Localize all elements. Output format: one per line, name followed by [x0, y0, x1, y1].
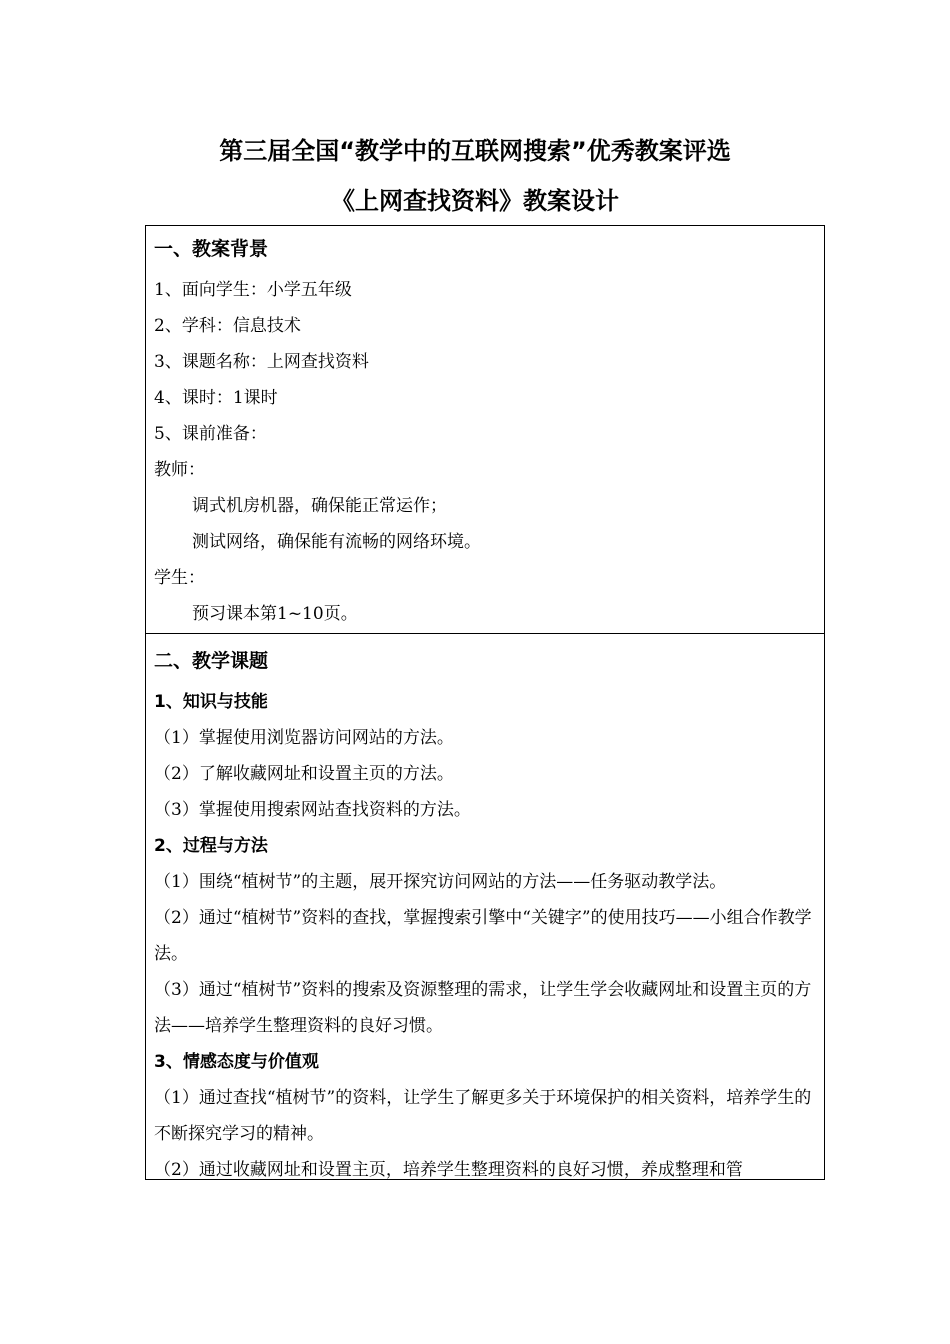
process-item: （3）通过“植树节”资料的搜索及资源整理的需求，让学生学会收藏网址和设置主页的方法——培养学生整理资料的良好习惯。 [154, 980, 812, 1036]
info-topic: 3、课题名称：上网查找资料 [154, 352, 369, 372]
attitude-item: （1）通过查找“植树节”的资料，让学生了解更多关于环境保护的相关资料，培养学生的不断探究学习的精神。 [154, 1088, 812, 1144]
student-task-1: 预习课本第1~10页。 [192, 604, 358, 624]
subheading-process-method: 2、过程与方法 [154, 836, 268, 856]
section-heading-background: 一、教案背景 [154, 238, 269, 260]
info-grade: 1、面向学生：小学五年级 [154, 280, 352, 300]
process-item: （1）围绕“植树节”的主题，展开探究访问网站的方法——任务驱动教学法。 [154, 872, 727, 892]
info-subject: 2、学科：信息技术 [154, 316, 301, 336]
document-subtitle: 《上网查找资料》教案设计 [331, 187, 619, 215]
student-label: 学生： [154, 568, 205, 588]
document-title: 第三届全国“教学中的互联网搜索”优秀教案评选 [219, 137, 731, 165]
section-background [146, 226, 824, 634]
attitude-item: （2）通过收藏网址和设置主页，培养学生整理资料的良好习惯，养成整理和管 [154, 1160, 743, 1180]
knowledge-item: （1）掌握使用浏览器访问网站的方法。 [154, 728, 454, 748]
knowledge-item: （3）掌握使用搜索网站查找资料的方法。 [154, 800, 471, 820]
section-teaching-topic [146, 634, 824, 1179]
knowledge-item: （2）了解收藏网址和设置主页的方法。 [154, 764, 454, 784]
process-item: （2）通过“植树节”资料的查找，掌握搜索引擎中“关键字”的使用技巧——小组合作教学法。 [154, 908, 812, 964]
teacher-task-1: 调式机房机器，确保能正常运作； [192, 496, 447, 516]
teacher-task-2: 测试网络，确保能有流畅的网络环境。 [192, 532, 481, 552]
info-period: 4、课时：1课时 [154, 388, 278, 408]
subheading-attitude-values: 3、情感态度与价值观 [154, 1052, 319, 1072]
info-preparation: 5、课前准备： [154, 424, 267, 444]
section-heading-topic: 二、教学课题 [154, 650, 269, 672]
lesson-plan-table [145, 225, 825, 1180]
teacher-label: 教师： [154, 460, 205, 480]
subheading-knowledge-skills: 1、知识与技能 [154, 692, 268, 712]
